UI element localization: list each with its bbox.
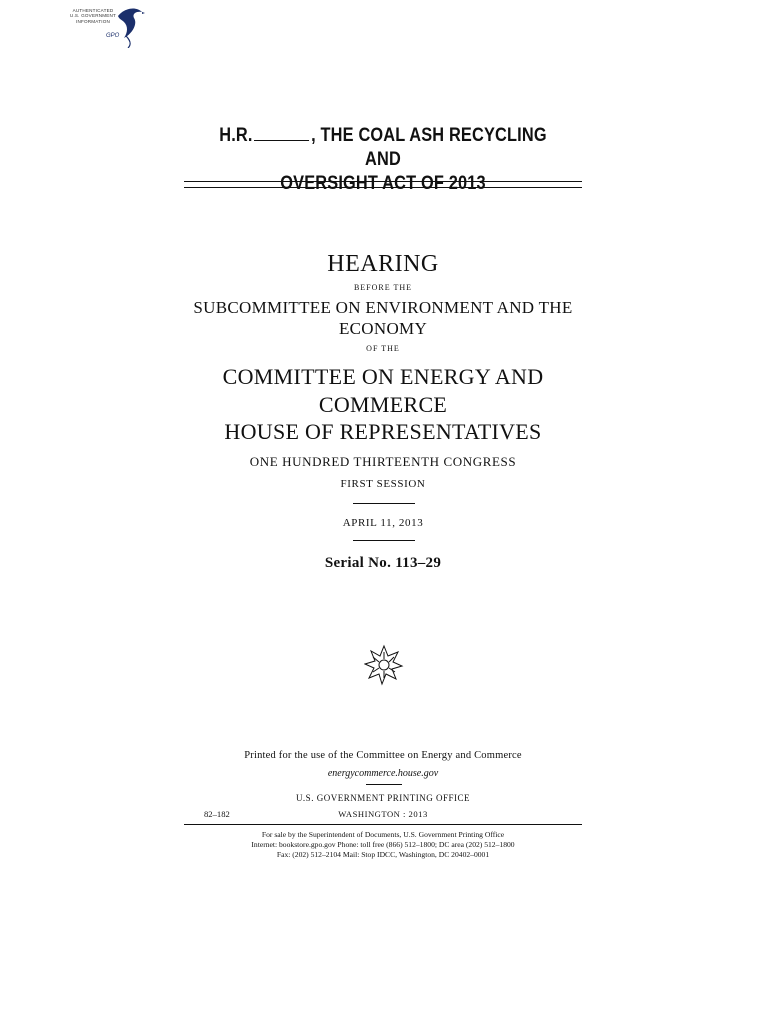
date-rule-bottom (353, 540, 415, 541)
committee-name (184, 363, 582, 446)
committee-line-3: HOUSE OF REPRESENTATIVES (224, 419, 542, 444)
eagle-icon (112, 6, 146, 48)
committee-line-1: COMMITTEE ON ENERGY AND (222, 364, 544, 389)
footer-short-rule (366, 784, 402, 785)
before-the-label: BEFORE THE (353, 283, 413, 292)
title-double-rule (184, 181, 582, 188)
hearing-date: APRIL 11, 2013 (342, 517, 424, 529)
bill-title-line-2: OVERSIGHT ACT OF 2013 (280, 173, 486, 194)
place-and-year: WASHINGTON : 2013 (338, 809, 428, 819)
serial-number: Serial No. 113–29 (324, 555, 442, 571)
committee-line-2: COMMERCE (318, 391, 448, 417)
bill-title-line-1 (212, 124, 554, 172)
date-rule-top (353, 503, 415, 504)
for-sale-line-2: Internet: bookstore.gpo.gov Phone: toll free (866) 512–1800; DC area (202) 512–1800 (251, 840, 515, 849)
printing-office-label: U.S. GOVERNMENT PRINTING OFFICE (295, 793, 471, 803)
gpo-authentication-seal (62, 6, 146, 46)
of-the-label: OF THE (366, 344, 400, 353)
hearing-heading: HEARING (327, 251, 439, 277)
bill-prefix: H.R. (219, 125, 253, 146)
seal-line-3: INFORMATION (75, 18, 110, 24)
printer-ornament-icon (364, 644, 404, 686)
subcommittee-line-1: SUBCOMMITTEE ON ENVIRONMENT AND THE (193, 298, 573, 317)
committee-website: energycommerce.house.gov (327, 768, 439, 779)
bill-title-rest: , THE COAL ASH RECYCLING AND (311, 125, 547, 170)
for-sale-notice (184, 830, 582, 860)
seal-line-1: AUTHENTICATED (72, 8, 114, 13)
seal-line-2: U.S. GOVERNMENT (69, 13, 117, 19)
gpo-mark: GPO (106, 33, 120, 39)
subcommittee-line-2: ECONOMY (338, 319, 428, 338)
bill-number-blank (254, 139, 309, 141)
congress-label: ONE HUNDRED THIRTEENTH CONGRESS (249, 454, 517, 469)
for-sale-line-3: Fax: (202) 512–2104 Mail: Stop IDCC, Washington, DC 20402–0001 (276, 850, 490, 859)
subcommittee-name (184, 297, 582, 339)
session-label: FIRST SESSION (340, 478, 426, 490)
footer-full-rule (184, 824, 582, 825)
job-number: 82–182 (204, 809, 230, 819)
printed-for-note: Printed for the use of the Committee on Energy and Commerce (244, 750, 522, 761)
for-sale-line-1: For sale by the Superintendent of Documents, U.S. Government Printing Office (261, 830, 505, 839)
